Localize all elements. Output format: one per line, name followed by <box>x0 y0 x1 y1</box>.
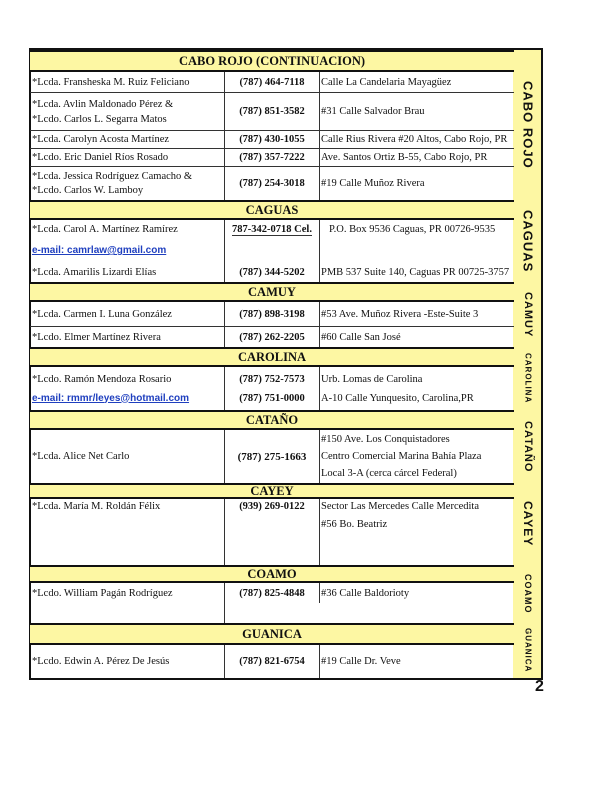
phone-number <box>224 220 320 263</box>
name-text: *Lcda. Fransheska M. Ruiz Feliciano <box>32 76 190 88</box>
side-label-text: CAMUY <box>522 291 534 338</box>
table-row <box>30 302 514 327</box>
phone-number <box>224 430 320 483</box>
address-text: Calle La Candelaria Mayagüez <box>321 76 452 88</box>
address-text: #53 Ave. Muñoz Rivera -Este-Suite 3 <box>321 308 479 320</box>
phone-number <box>224 645 320 678</box>
phone-number <box>224 72 320 92</box>
address <box>319 645 516 678</box>
address <box>319 302 516 326</box>
address-text: Centro Comercial Marina Bahía Plaza <box>321 451 482 462</box>
name-text: *Lcda. Carolyn Acosta Martínez <box>32 134 170 145</box>
address-text: P.O. Box 9536 Caguas, PR 00726-9535 <box>329 224 496 235</box>
name-text: *Lcda. Amarilis Lizardi Elías <box>32 267 157 278</box>
phone-number <box>224 302 320 326</box>
side-label-text: CAYEY <box>521 501 535 547</box>
email-link[interactable]: e-mail: rmmr/leyes@hotmail.com <box>32 392 190 404</box>
name-text: *Lcda. Jessica Rodríguez Camacho & <box>32 171 193 182</box>
section-header-cabo-rojo: CABO ROJO (CONTINUACION) <box>30 50 514 72</box>
table-row <box>30 72 514 93</box>
address <box>319 499 516 565</box>
section-header-cayey: CAYEY <box>30 483 514 499</box>
name-text: *Lcdo. Eric Daniel Ríos Rosado <box>32 152 169 163</box>
table-row <box>30 367 514 410</box>
address-text: Calle Rius Rivera #20 Altos, Cabo Rojo, PR <box>321 134 508 145</box>
email-link[interactable]: e-mail: camrlaw@gmail.com <box>32 245 167 256</box>
attorney-name <box>32 167 224 200</box>
phone-text: (939) 269-0122 <box>239 501 305 512</box>
address <box>319 72 516 92</box>
name-text: *Lcdo. William Pagán Rodríguez <box>32 587 173 599</box>
page-number: 2 <box>535 678 544 695</box>
attorney-name <box>32 131 224 148</box>
table-row <box>30 93 514 131</box>
attorney-name <box>32 263 224 282</box>
phone-number <box>224 583 320 603</box>
side-label-coamo <box>514 565 542 623</box>
section-header-coamo: COAMO <box>30 565 514 583</box>
address <box>319 131 516 148</box>
phone-number <box>224 131 320 148</box>
section-header-guanica: GUANICA <box>30 623 514 645</box>
side-label-catano <box>514 410 542 483</box>
side-label-camuy <box>514 282 542 347</box>
phone-text: (787) 851-3582 <box>239 106 305 117</box>
name-text: *Lcdo. Carlos L. Segarra Matos <box>32 113 167 125</box>
phone-number <box>224 93 320 130</box>
section-header-carolina: CAROLINA <box>30 347 514 367</box>
phone-number <box>224 327 320 347</box>
address <box>319 93 516 130</box>
name-text: *Lcdo. Carlos W. Lamboy <box>32 185 144 196</box>
phone-text: (787) 430-1055 <box>239 134 305 145</box>
name-text: *Lcda. María M. Roldán Félix <box>32 501 161 512</box>
name-text: *Lcdo. Elmer Martínez Rivera <box>32 331 161 343</box>
attorney-name <box>32 93 224 130</box>
side-label-text: CATAÑO <box>522 420 534 473</box>
address <box>319 367 516 410</box>
name-text: *Lcdo. Ramón Mendoza Rosario <box>32 373 172 385</box>
side-label-cabo-rojo <box>514 50 542 200</box>
name-text: *Lcda. Avlin Maldonado Pérez & <box>32 98 174 110</box>
table-row <box>30 583 514 603</box>
side-label-carolina <box>514 347 542 410</box>
phone-text: (787) 254-3018 <box>239 178 305 189</box>
attorney-name <box>32 302 224 326</box>
table-row <box>30 327 514 347</box>
table-row <box>30 645 514 678</box>
address-text: Ave. Santos Ortiz B-55, Cabo Rojo, PR <box>321 152 488 163</box>
attorney-name <box>32 149 224 166</box>
section-header-catano: CATAÑO <box>30 410 514 430</box>
side-label-guanica <box>514 623 542 678</box>
name-text: *Lcdo. Edwin A. Pérez De Jesús <box>32 656 170 667</box>
side-label-text: CAGUAS <box>520 209 536 273</box>
side-label-text: CAROLINA <box>523 353 533 404</box>
address <box>319 263 516 282</box>
attorney-name <box>32 72 224 92</box>
address <box>319 149 516 166</box>
name-text: *Lcda. Carol A. Martínez Ramírez <box>32 224 178 235</box>
address-text: Local 3-A (cerca cárcel Federal) <box>321 468 457 479</box>
side-label-text: GUANICA <box>523 628 533 673</box>
table-row-empty <box>30 603 514 623</box>
phone-number <box>224 499 320 565</box>
phone-text: (787) 752-7573 <box>239 373 305 385</box>
side-label-cayey <box>514 483 542 565</box>
address-text: #31 Calle Salvador Brau <box>321 106 425 117</box>
address-text: Urb. Lomas de Carolina <box>321 373 423 385</box>
phone-text: (787) 357-7222 <box>239 152 305 163</box>
address-text: #36 Calle Baldorioty <box>321 587 410 599</box>
address <box>319 430 516 483</box>
phone-number <box>224 167 320 200</box>
phone-text: (787) 898-3198 <box>239 308 305 320</box>
side-label-text: CABO ROJO <box>520 81 536 169</box>
address <box>319 167 516 200</box>
empty-cell <box>224 603 319 623</box>
attorney-name <box>32 583 224 603</box>
address-text: #56 Bo. Beatriz <box>321 519 388 530</box>
attorney-name <box>32 367 224 410</box>
phone-text: 787-342-0718 Cel. <box>232 224 312 235</box>
phone-text: (787) 825-4848 <box>239 587 305 599</box>
address <box>319 327 516 347</box>
section-header-camuy: CAMUY <box>30 282 514 302</box>
attorney-name <box>32 430 224 483</box>
table-row <box>30 499 514 565</box>
phone-text: (787) 821-6754 <box>239 656 305 667</box>
phone-text: (787) 464-7118 <box>239 76 305 88</box>
address <box>319 220 524 263</box>
name-text: *Lcda. Carmen I. Luna González <box>32 308 172 320</box>
attorney-name <box>32 220 224 263</box>
phone-text: (787) 262-2205 <box>239 331 305 343</box>
table-row <box>30 149 514 167</box>
address-text: #150 Ave. Los Conquistadores <box>321 434 450 445</box>
table-row <box>30 430 514 483</box>
table-row <box>30 220 514 263</box>
address-text: #19 Calle Dr. Veve <box>321 656 401 667</box>
section-header-caguas: CAGUAS <box>30 200 514 220</box>
address-text: A-10 Calle Yunquesito, Carolina,PR <box>321 392 474 404</box>
phone-text: (787) 275-1663 <box>237 450 307 463</box>
side-label-text: COAMO <box>523 574 533 614</box>
phone-text: (787) 751-0000 <box>239 392 305 404</box>
attorney-name <box>32 645 224 678</box>
address-text: PMB 537 Suite 140, Caguas PR 00725-3757 <box>321 267 510 278</box>
table-row <box>30 131 514 149</box>
table-row <box>30 263 514 282</box>
phone-number <box>224 263 320 282</box>
name-text: *Lcda. Alice Net Carlo <box>32 451 130 462</box>
phone-number <box>224 149 320 166</box>
phone-text: (787) 344-5202 <box>239 267 305 278</box>
attorney-name <box>32 327 224 347</box>
attorney-name <box>32 499 224 565</box>
address <box>319 583 516 603</box>
address-text: Sector Las Mercedes Calle Mercedita <box>321 501 480 512</box>
address-text: #60 Calle San José <box>321 331 401 343</box>
table-row <box>30 167 514 200</box>
phone-number <box>224 367 320 410</box>
address-text: #19 Calle Muñoz Rivera <box>321 178 425 189</box>
